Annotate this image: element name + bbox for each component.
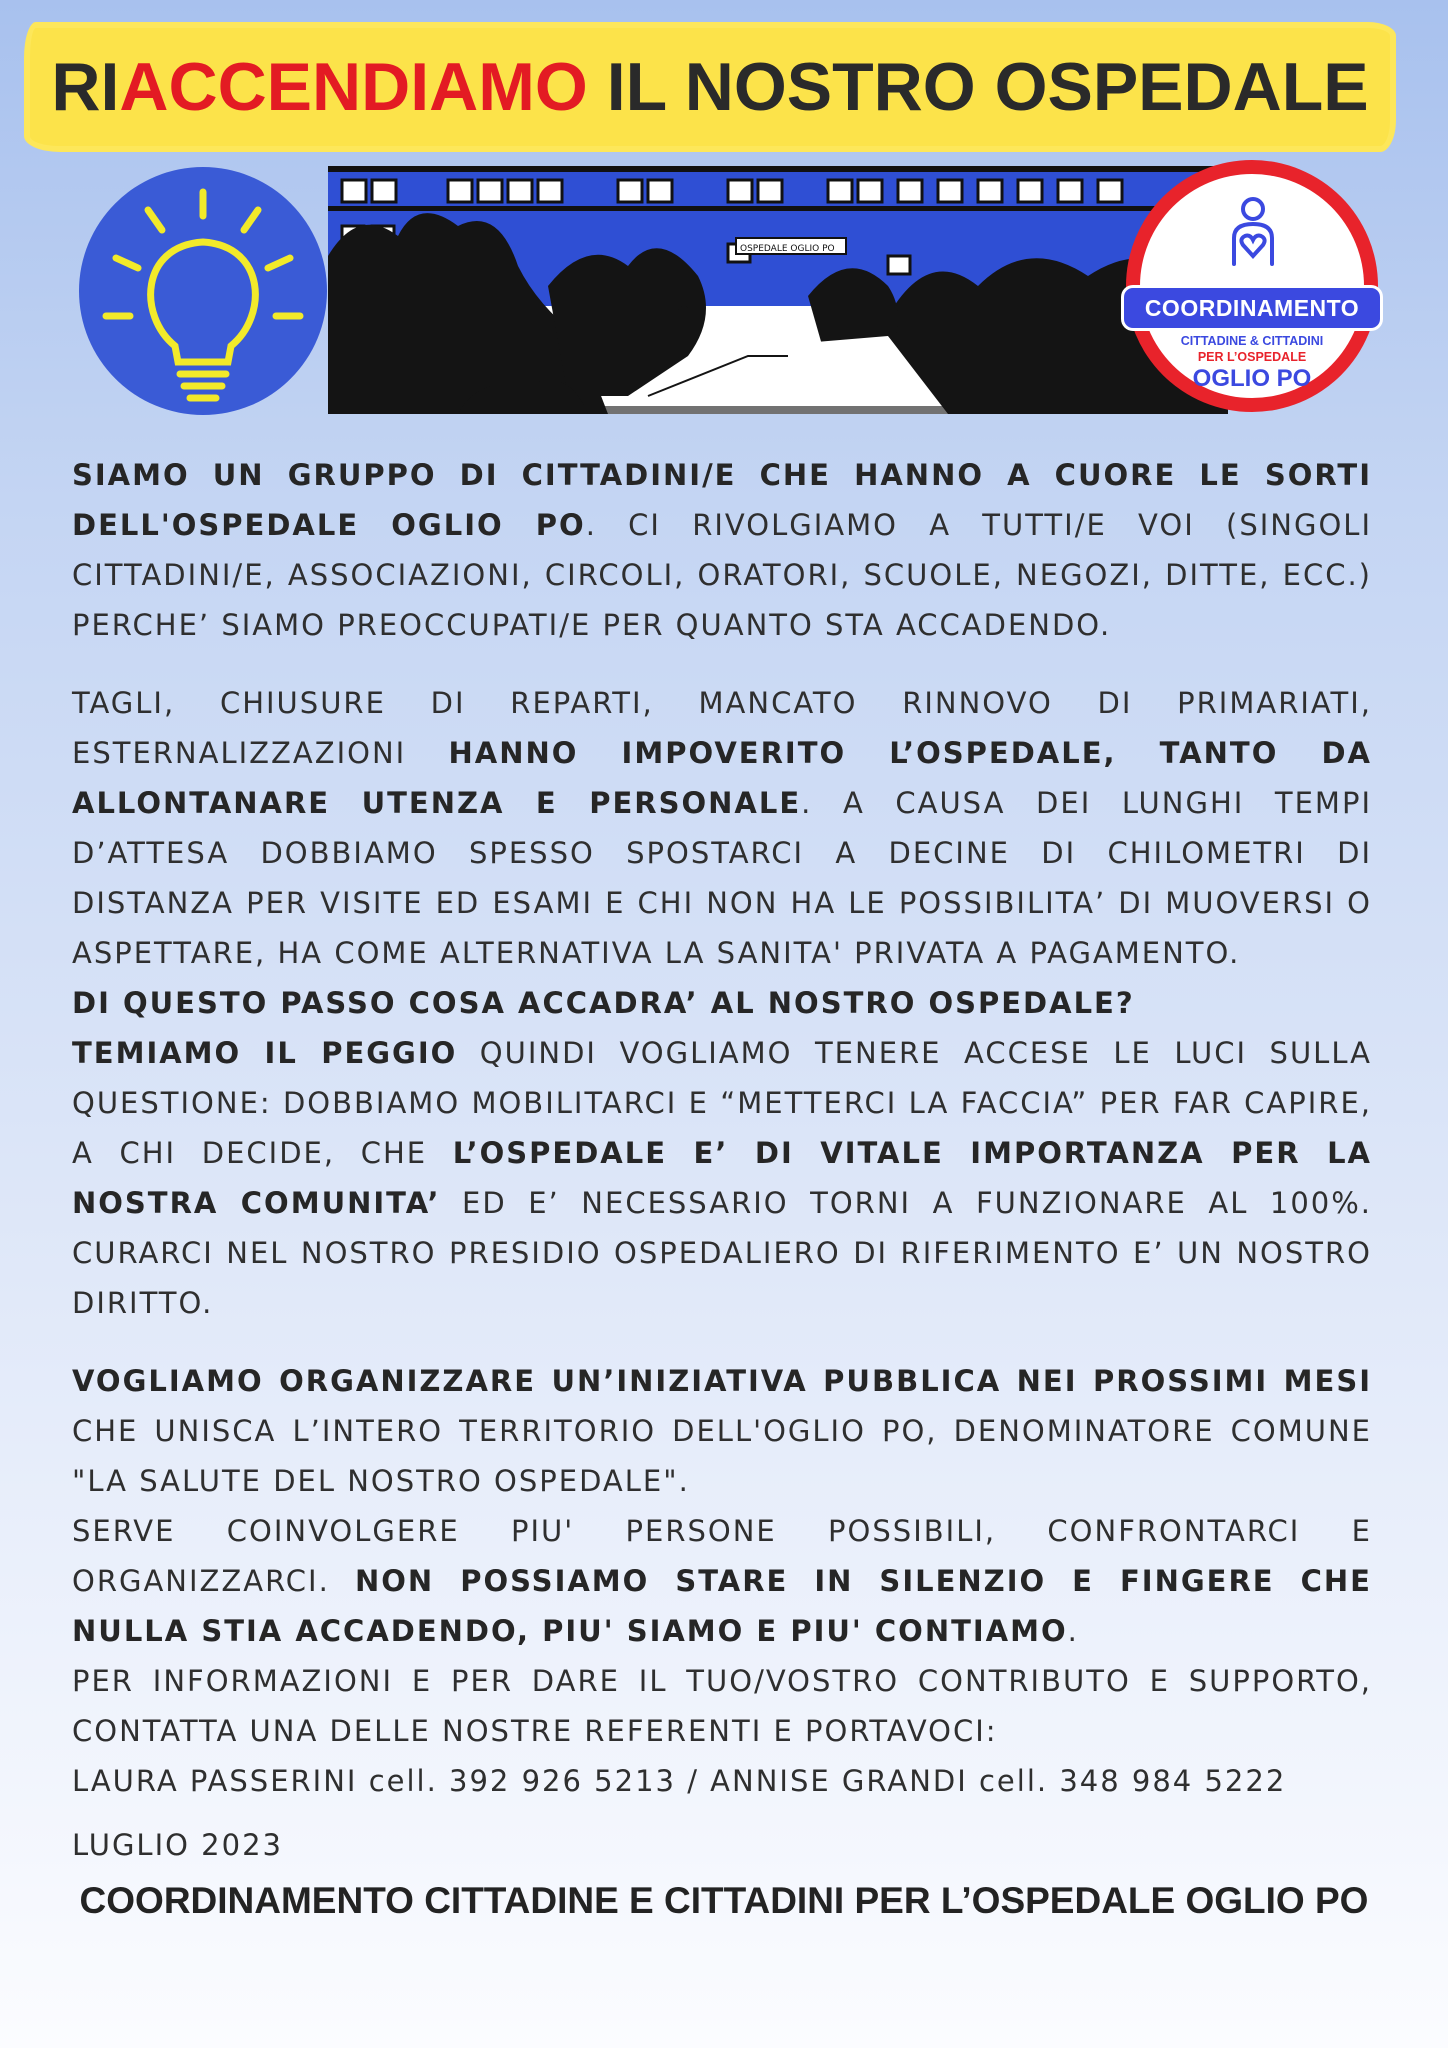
coordinamento-logo [1126, 160, 1378, 412]
hospital-photo [328, 166, 1228, 414]
text: CHE UNISCA L’INTERO TERRITORIO DELL'OGLIO PO, DENOMINATORE COMUNE "LA SALUTE DEL NOSTRO OSPEDALE". [72, 1414, 1372, 1498]
bold-text: DI QUESTO PASSO COSA ACCADRA’ AL NOSTRO OSPEDALE? [72, 986, 1135, 1020]
text: ED E’ NECESSARIO TORNI A FUNZIONARE AL 100%. CURARCI NEL NOSTRO PRESIDIO OSPEDALIERO DI RIFERIMENTO E’ UN NOSTRO DIRITTO. [72, 1186, 1373, 1320]
bold-text: NON POSSIAMO STARE IN SILENZIO E FINGERE CHE NULLA STIA ACCADENDO, PIU' SIAMO E PIU' CONTIAMO [72, 1564, 1372, 1648]
footer-signature: COORDINAMENTO CITTADINE E CITTADINI PER L’OSPEDALE OGLIO PO [79, 1880, 1369, 1921]
paragraph-fear [72, 1028, 1372, 1328]
person-heart-icon [1228, 196, 1278, 268]
paragraph-intro [72, 450, 1372, 650]
paragraph-question [72, 978, 1372, 1028]
badge-line-3: OGLIO PO [1192, 365, 1312, 392]
contacts-text: LAURA PASSERINI cell. 392 926 5213 / ANNISE GRANDI cell. 348 984 5222 [72, 1764, 1287, 1798]
bold-text: L’OSPEDALE E’ DI VITALE IMPORTANZA PER LA NOSTRA COMUNITA’ [72, 1136, 1372, 1220]
bold-text: HANNO IMPOVERITO L’OSPEDALE, TANTO DA ALLONTANARE UTENZA E PERSONALE [72, 736, 1373, 820]
text: . A CAUSA DEI LUNGHI TEMPI D’ATTESA DOBBIAMO SPESSO SPOSTARCI A DECINE DI CHILOMETRI DI DISTANZA PER VISITE ED ESAMI E CHI NON HA LE POSSIBILITA’ DI MUOVERSI O ASPETTARE, HA COME ALTERNATIVA LA SANITA' PRIVATA A PAGAMENTO. [72, 786, 1372, 970]
title-prefix: RI [51, 49, 120, 125]
header-banner [70, 160, 1390, 420]
text: PER INFORMAZIONI E PER DARE IL TUO/VOSTRO CONTRIBUTO E SUPPORTO, CONTATTA UNA DELLE NOSTRE REFERENTI E PORTAVOCI: [72, 1664, 1372, 1748]
text: . CI RIVOLGIAMO A TUTTI/E VOI (SINGOLI CITTADINI/E, ASSOCIAZIONI, CIRCOLI, ORATORI, SCUOLE, NEGOZI, DITTE, ECC.) PERCHE’ SIAMO PREOCCUPATI/E PER QUANTO STA ACCADENDO. [72, 508, 1372, 642]
page-title [30, 28, 1390, 146]
lightbulb-icon [78, 166, 328, 416]
text: . [1067, 1614, 1079, 1648]
badge-line-1: CITTADINE & CITTADINI [1180, 334, 1324, 348]
paragraph-contacts [72, 1756, 1372, 1806]
bold-text: SIAMO UN GRUPPO DI CITTADINI/E CHE HANNO A CUORE LE SORTI DELL'OSPEDALE OGLIO PO [72, 458, 1372, 542]
bold-text: TEMIAMO IL PEGGIO [72, 1036, 458, 1070]
paragraph-involve [72, 1506, 1372, 1656]
text: TAGLI, CHIUSURE DI REPARTI, MANCATO RINNOVO DI PRIMARIATI, ESTERNALIZZAZIONI [72, 686, 1372, 770]
badge-line-2: PER L’OSPEDALE [1197, 350, 1307, 364]
text: QUINDI VOGLIAMO TENERE ACCESE LE LUCI SULLA QUESTIONE: DOBBIAMO MOBILITARCI E “METTERCI LA FACCIA” PER FAR CAPIRE, A CHI DECIDE, CHE [72, 1036, 1372, 1170]
paragraph-info [72, 1656, 1372, 1756]
paragraph-problems [72, 678, 1372, 978]
bold-text: VOGLIAMO ORGANIZZARE UN’INIZIATIVA PUBBLICA NEI PROSSIMI MESI [72, 1364, 1372, 1398]
text: SERVE COINVOLGERE PIU' PERSONE POSSIBILI, CONFRONTARCI E ORGANIZZARCI. [72, 1514, 1372, 1598]
date-label: LUGLIO 2023 [72, 1828, 283, 1862]
badge-name: COORDINAMENTO [1124, 288, 1380, 328]
paragraph-initiative [72, 1356, 1372, 1506]
title-highlight-word: ACCENDIAMO [119, 49, 588, 125]
building-sign: OSPEDALE OGLIO PO [740, 244, 835, 254]
title-suffix: IL NOSTRO OSPEDALE [587, 49, 1369, 125]
body-text [72, 450, 1372, 1806]
